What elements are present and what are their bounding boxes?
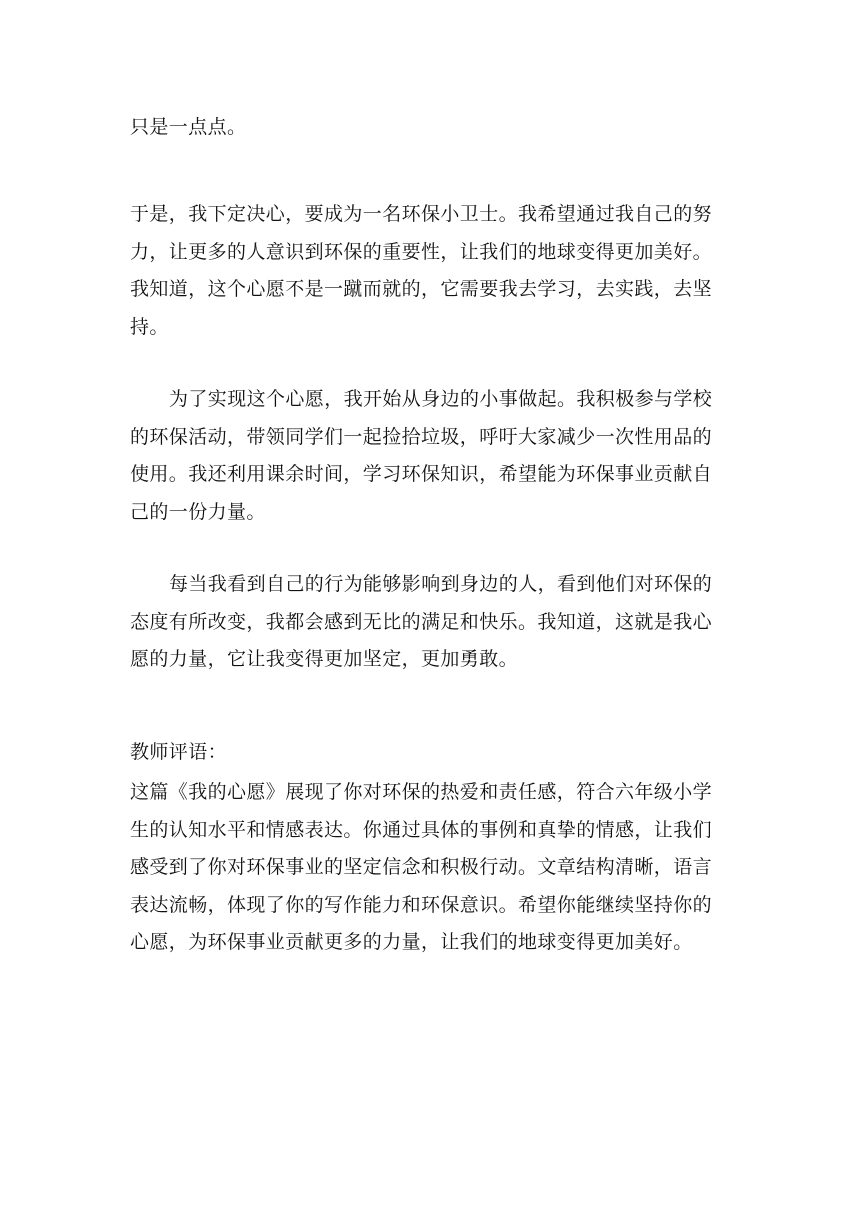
essay-paragraph-reflection: 每当我看到自己的行为能够影响到身边的人，看到他们对环保的态度有所改变，我都会感到无比的满足和快乐。我知道，这就是我心愿的力量，它让我变得更加坚定，更加勇敢。: [130, 573, 713, 670]
teacher-comment-heading: 教师评语：: [130, 741, 228, 763]
essay-paragraph-fragment: 只是一点点。: [130, 116, 247, 138]
essay-paragraph-actions: 为了实现这个心愿，我开始从身边的小事做起。我积极参与学校的环保活动，带领同学们一起捡拾垃圾，呼吁大家减少一次性用品的使用。我还利用课余时间，学习环保知识，希望能为环保事业贡献自己的一份力量。: [130, 388, 713, 523]
essay-paragraph-resolve: 于是，我下定决心，要成为一名环保小卫士。我希望通过我自己的努力，让更多的人意识到环保的重要性，让我们的地球变得更加美好。我知道，这个心愿不是一蹴而就的，它需要我去学习，去实践，去坚持。: [130, 203, 713, 338]
teacher-comment-body: 这篇《我的心愿》展现了你对环保的热爱和责任感，符合六年级小学生的认知水平和情感表达。你通过具体的事例和真挚的情感，让我们感受到了你对环保事业的坚定信念和积极行动。文章结构清晰，语言表达流畅，体现了你的写作能力和环保意识。希望你能继续坚持你的心愿，为环保事业贡献更多的力量，让我们的地球变得更加美好。: [130, 781, 713, 953]
